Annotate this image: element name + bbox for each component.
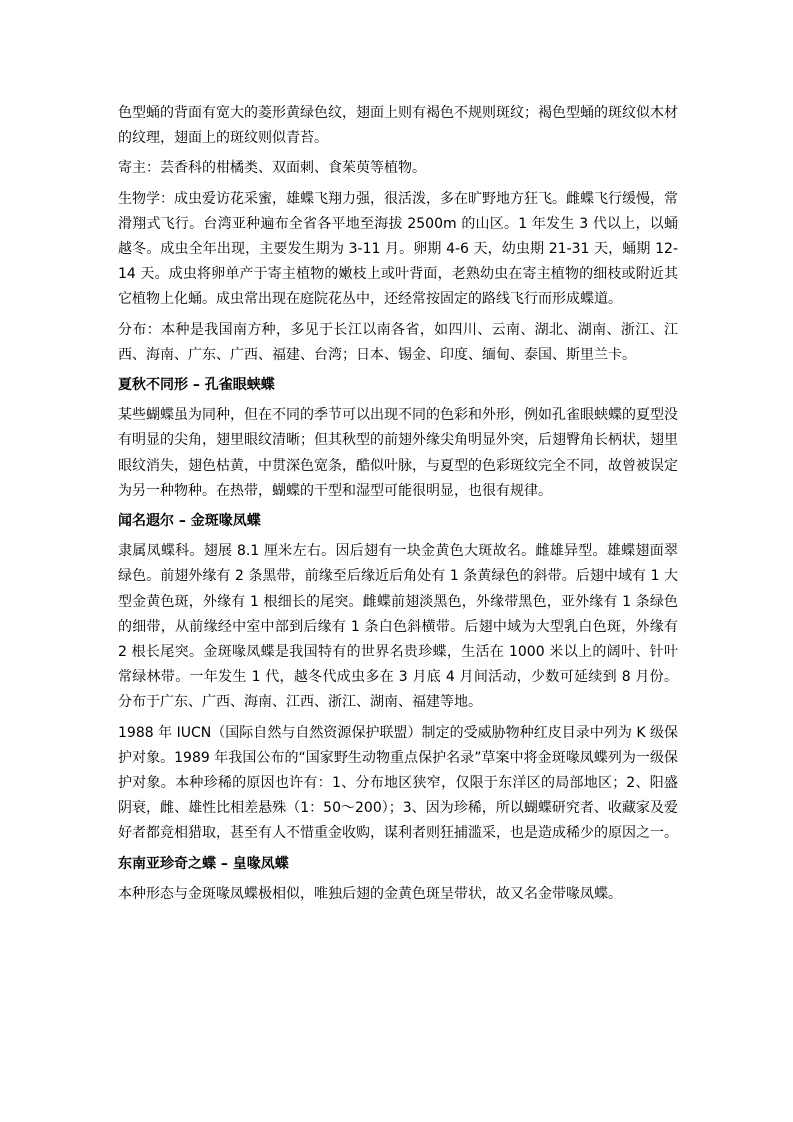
paragraph-distribution: 分布：本种是我国南方种，多见于长江以南各省，如四川、云南、湖北、湖南、浙江、江西、海南、广东、广西、福建、台湾；日本、锡金、印度、缅甸、泰国、斯里兰卡。 bbox=[118, 321, 678, 363]
section-heading-kaiser-i-hind: 东南亚珍奇之蝶 – 皇喙凤蝶 bbox=[118, 855, 289, 872]
paragraph-seasonal-forms: 某些蝴蝶虽为同种，但在不同的季节可以出现不同的色彩和外形，例如孔雀眼蛱蝶的夏型没有明显的尖角，翅里眼纹清晰；但其秋型的前翅外缘尖角明显外突，后翅臀角长柄状，翅里眼纹消失，翅色枯黄，中贯深色宽条，酷似叶脉，与夏型的色彩斑纹完全不同，故曾被误定为另一种物种。在热带，蝴蝶的干型和湿型可能很明显，也很有规律。 bbox=[118, 407, 678, 499]
paragraph-host-plants: 寄主：芸香科的柑橘类、双面刺、食茱萸等植物。 bbox=[118, 160, 426, 177]
section-heading-golden-kaiser: 闻名遐尔 – 金斑喙凤蝶 bbox=[118, 513, 261, 530]
document-page bbox=[118, 101, 678, 912]
section-heading-peacock-pansy: 夏秋不同形 – 孔雀眼蛱蝶 bbox=[118, 377, 275, 394]
paragraph-kaiser-i-hind-description: 本种形态与金斑喙凤蝶极相似，唯独后翅的金黄色斑呈带状，故又名金带喙凤蝶。 bbox=[118, 885, 622, 902]
paragraph-golden-kaiser-description: 隶属凤蝶科。翅展 8.1 厘米左右。因后翅有一块金黄色大斑故名。雌雄异型。雄蝶翅面翠绿色。前翅外缘有 2 条黑带，前缘至后缘近后角处有 1 条黄绿色的斜带。后翅中域有 1 大型金黄色斑，外缘有 1 根细长的尾突。雌蝶前翅淡黑色，外缘带黑色，亚外缘有 1 条绿色的细带，从前缘经中室中部到后缘有 1 条白色斜横带。后翅中域为大型乳白色斑，外缘有 2 根长尾突。金斑喙凤蝶是我国特有的世界名贵珍蝶，生活在 1000 米以上的阔叶、针叶常绿林带。一年发生 1 代，越冬代成虫多在 3 月底 4 月间活动，少数可延续到 8 月份。分布于广东、广西、海南、江西、浙江、湖南、福建等地。 bbox=[118, 543, 678, 711]
paragraph-biology: 生物学：成虫爱访花采蜜，雄蝶飞翔力强，很活泼，多在旷野地方狂飞。雌蝶飞行缓慢，常滑翔式飞行。台湾亚种遍布全省各平地至海拔 2500m 的山区。1 年发生 3 代以上，以蛹越冬。成虫全年出现，主要发生期为 3-11 月。卵期 4-6 天，幼虫期 21-31 天，蛹期 12-14 天。成虫将卵单产于寄主植物的嫩枝上或叶背面，老熟幼虫在寄主植物的细枝或附近其它植物上化蛹。成虫常出现在庭院花丛中，还经常按固定的路线飞行而形成蝶道。 bbox=[118, 190, 678, 308]
paragraph-pupa-color: 色型蛹的背面有宽大的菱形黄绿色纹，翅面上则有褐色不规则斑纹；褐色型蛹的斑纹似木材的纹理，翅面上的斑纹则似青苔。 bbox=[118, 105, 678, 147]
paragraph-conservation-status: 1988 年 IUCN（国际自然与自然资源保护联盟）制定的受威胁物种红皮目录中列为 K 级保护对象。1989 年我国公布的“国家野生动物重点保护名录”草案中将金斑喙凤蝶列为一级保护对象。本种珍稀的原因也许有：1、分布地区狭窄，仅限于东洋区的局部地区；2、阳盛阴衰，雌、雄性比相差悬殊（1：50～200）；3、因为珍稀，所以蝴蝶研究者、收藏家及爱好者都竞相猎取，甚至有人不惜重金收购，谋利者则狂捕滥采，也是造成稀少的原因之一。 bbox=[118, 724, 678, 842]
